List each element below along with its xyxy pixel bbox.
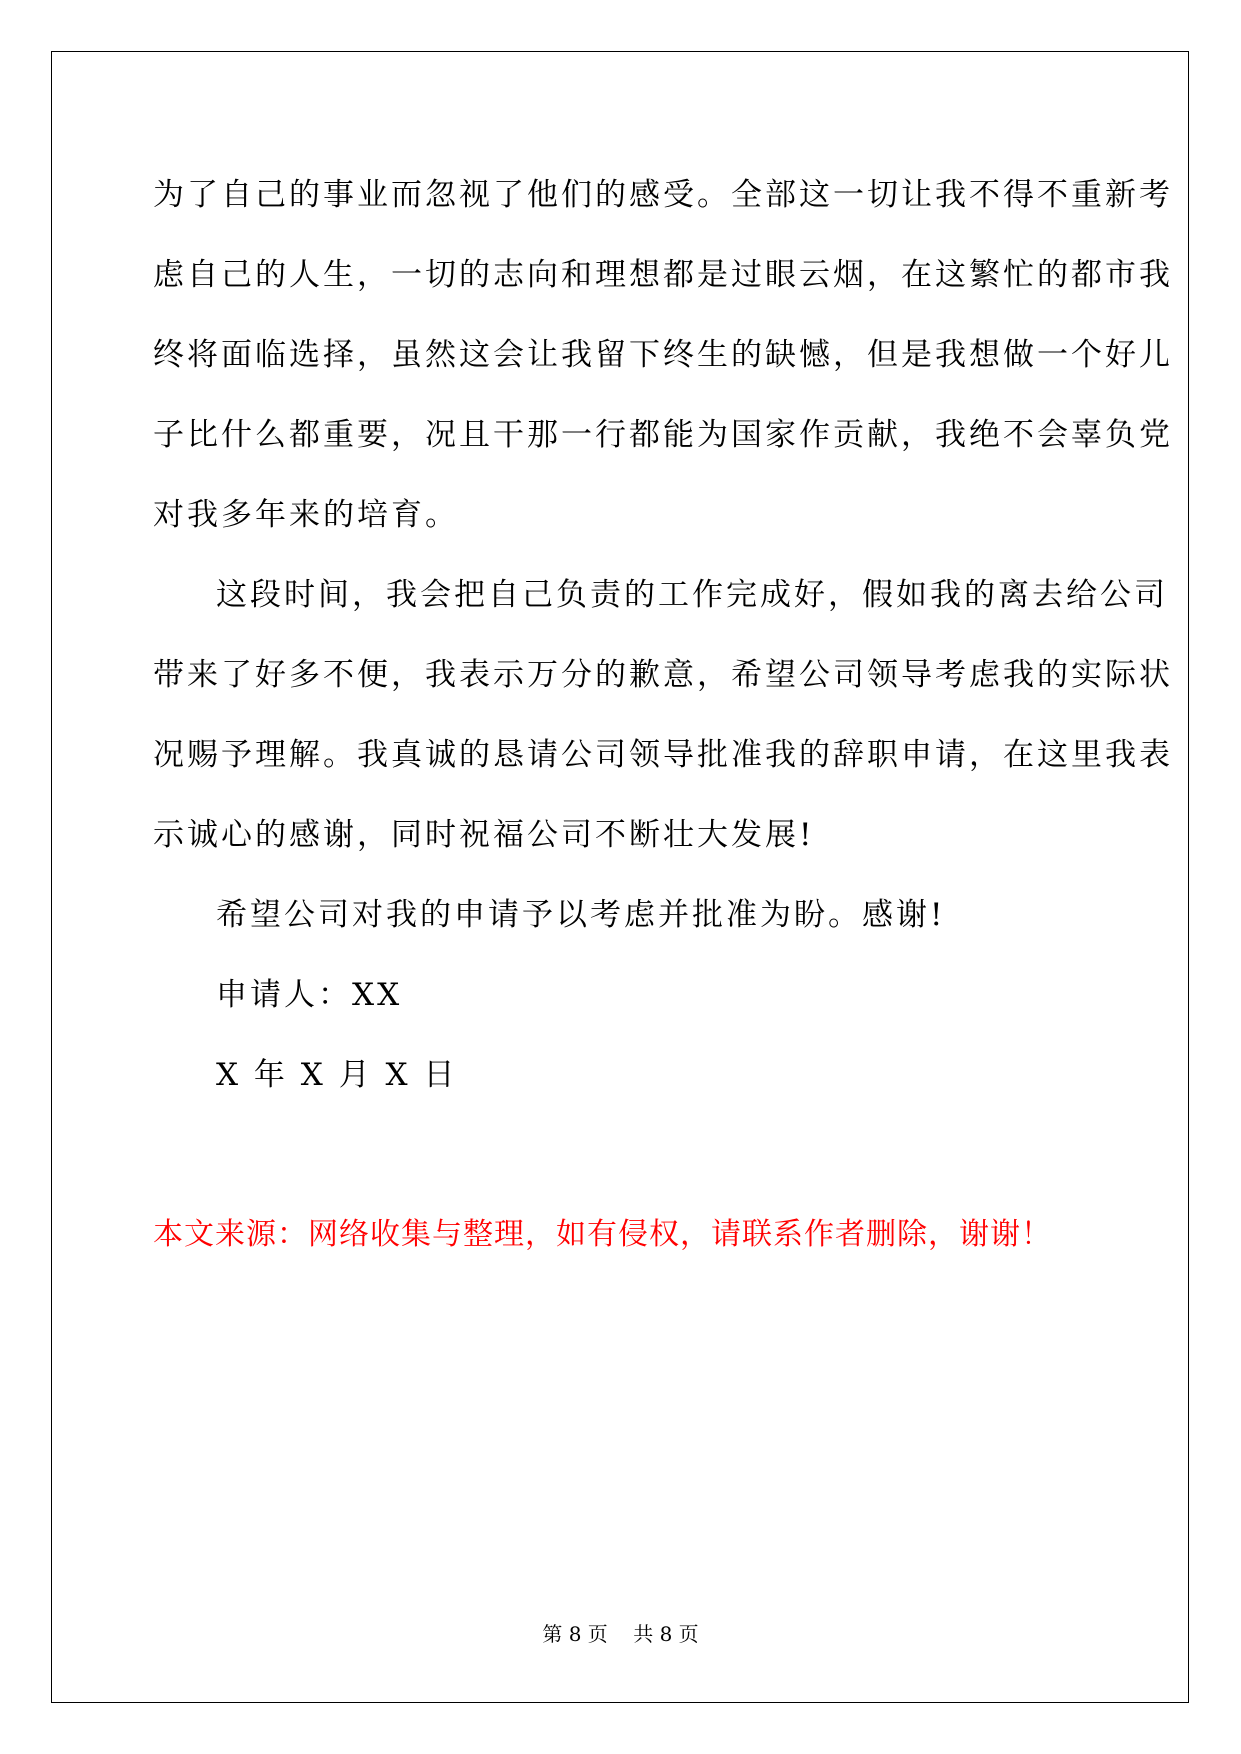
applicant-line: 申请人：XX <box>216 977 403 1013</box>
body-line: 对我多年来的培育。 <box>153 497 459 533</box>
body-line: 带来了好多不便，我表示万分的歉意，希望公司领导考虑我的实际状 <box>153 657 1173 693</box>
body-line: 况赐予理解。我真诚的恳请公司领导批准我的辞职申请，在这里我表 <box>153 737 1173 773</box>
date-line: X 年 X 月 X 日 <box>216 1057 458 1093</box>
source-note: 本文来源：网络收集与整理，如有侵权，请联系作者删除，谢谢！ <box>153 1217 1052 1252</box>
body-line: 终将面临选择，虽然这会让我留下终生的缺憾，但是我想做一个好儿 <box>153 337 1173 373</box>
body-line: 虑自己的人生，一切的志向和理想都是过眼云烟，在这繁忙的都市我 <box>153 257 1173 293</box>
body-line: 这段时间，我会把自己负责的工作完成好，假如我的离去给公司 <box>216 577 1168 613</box>
closing-line: 希望公司对我的申请予以考虑并批准为盼。感谢! <box>216 897 946 933</box>
page-number-footer: 第 8 页 共 8 页 <box>542 1622 699 1646</box>
page-border <box>51 51 1189 1703</box>
body-line: 子比什么都重要，况且干那一行都能为国家作贡献，我绝不会辜负党 <box>153 417 1173 453</box>
body-line: 为了自己的事业而忽视了他们的感受。全部这一切让我不得不重新考 <box>153 177 1173 213</box>
body-line: 示诚心的感谢，同时祝福公司不断壮大发展! <box>153 817 815 853</box>
